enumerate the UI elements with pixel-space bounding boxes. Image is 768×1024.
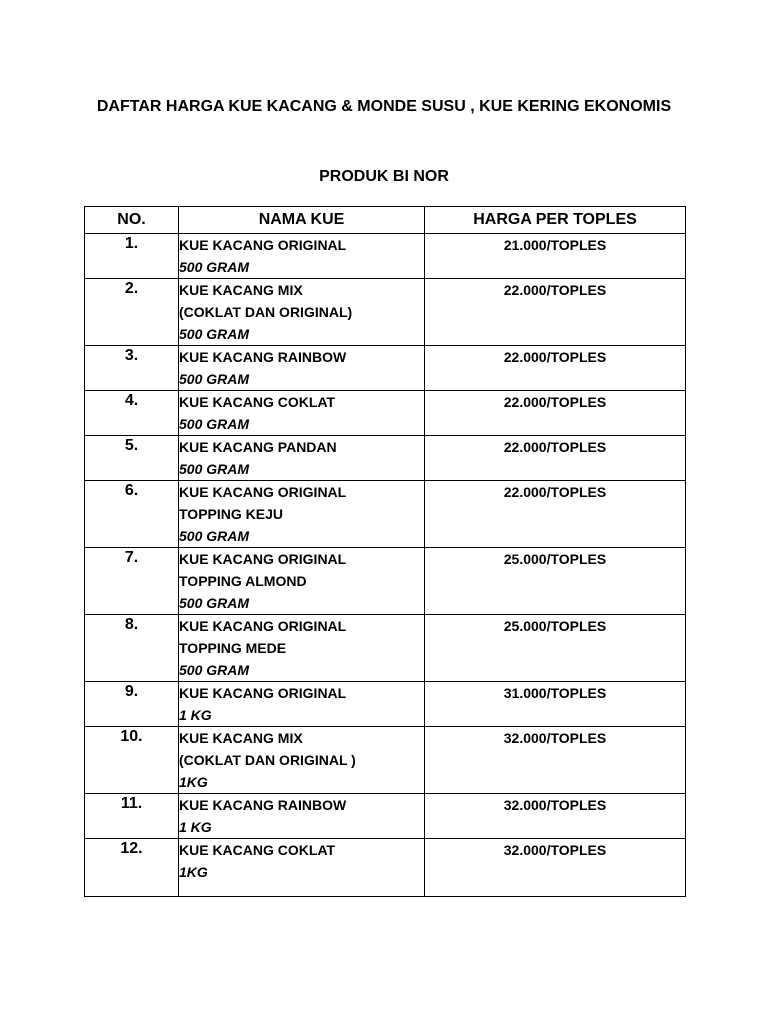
- row-number: 10.: [85, 727, 179, 794]
- product-weight: 1KG: [179, 774, 208, 790]
- product-name-line: (COKLAT DAN ORIGINAL ): [179, 752, 356, 768]
- price-per-jar: 32.000/TOPLES: [425, 727, 686, 794]
- table-row: [85, 436, 686, 481]
- table-row: [85, 481, 686, 548]
- price-per-jar: 22.000/TOPLES: [425, 436, 686, 481]
- header-no: NO.: [85, 207, 179, 234]
- table-row: [85, 391, 686, 436]
- product-name-line: KUE KACANG ORIGINAL: [179, 237, 347, 253]
- table-row: [85, 346, 686, 391]
- header-name: NAMA KUE: [179, 207, 425, 234]
- price-per-jar: 22.000/TOPLES: [425, 346, 686, 391]
- document-title: DAFTAR HARGA KUE KACANG & MONDE SUSU , KUE KERING EKONOMIS: [96, 98, 672, 115]
- product-name-cell: [179, 234, 425, 279]
- row-number: 4.: [85, 391, 179, 436]
- table-row: [85, 234, 686, 279]
- product-weight: 500 GRAM: [179, 371, 250, 387]
- product-name-cell: [179, 481, 425, 548]
- product-name-line: TOPPING KEJU: [179, 506, 283, 522]
- product-name-cell: [179, 391, 425, 436]
- product-weight: 500 GRAM: [179, 528, 250, 544]
- price-per-jar: 22.000/TOPLES: [425, 279, 686, 346]
- product-weight: 500 GRAM: [179, 416, 250, 432]
- product-name-line: KUE KACANG ORIGINAL: [179, 551, 347, 567]
- product-name-cell: [179, 682, 425, 727]
- table-row: [85, 682, 686, 727]
- row-number: 11.: [85, 794, 179, 839]
- table-row: [85, 279, 686, 346]
- product-weight: 500 GRAM: [179, 662, 250, 678]
- table-row: [85, 839, 686, 897]
- product-name-line: KUE KACANG PANDAN: [179, 439, 337, 455]
- price-table-body: [85, 234, 686, 897]
- product-name-cell: [179, 615, 425, 682]
- product-weight: 500 GRAM: [179, 595, 250, 611]
- price-per-jar: 25.000/TOPLES: [425, 615, 686, 682]
- table-header-row: [85, 207, 686, 234]
- product-weight: 1 KG: [179, 707, 212, 723]
- table-row: [85, 727, 686, 794]
- product-weight: 500 GRAM: [179, 326, 250, 342]
- price-table: [84, 206, 686, 897]
- table-row: [85, 615, 686, 682]
- product-name-line: KUE KACANG ORIGINAL: [179, 484, 347, 500]
- product-name-cell: [179, 727, 425, 794]
- table-row: [85, 794, 686, 839]
- product-name-cell: [179, 436, 425, 481]
- row-number: 7.: [85, 548, 179, 615]
- product-name-line: TOPPING MEDE: [179, 640, 287, 656]
- product-name-cell: [179, 346, 425, 391]
- row-number: 5.: [85, 436, 179, 481]
- price-per-jar: 22.000/TOPLES: [425, 481, 686, 548]
- product-name-line: (COKLAT DAN ORIGINAL): [179, 304, 353, 320]
- price-per-jar: 32.000/TOPLES: [425, 794, 686, 839]
- product-name-cell: [179, 548, 425, 615]
- product-name-cell: [179, 279, 425, 346]
- price-per-jar: 25.000/TOPLES: [425, 548, 686, 615]
- row-number: 12.: [85, 839, 179, 897]
- product-name-line: KUE KACANG COKLAT: [179, 394, 336, 410]
- row-number: 9.: [85, 682, 179, 727]
- product-weight: 500 GRAM: [179, 461, 250, 477]
- product-weight: 1KG: [179, 864, 208, 880]
- product-name-line: KUE KACANG ORIGINAL: [179, 618, 347, 634]
- row-number: 8.: [85, 615, 179, 682]
- row-number: 3.: [85, 346, 179, 391]
- product-weight: 500 GRAM: [179, 259, 250, 275]
- table-row: [85, 548, 686, 615]
- header-price: HARGA PER TOPLES: [425, 207, 686, 234]
- product-name-line: KUE KACANG COKLAT: [179, 842, 336, 858]
- row-number: 6.: [85, 481, 179, 548]
- product-weight: 1 KG: [179, 819, 212, 835]
- product-name-cell: [179, 794, 425, 839]
- price-per-jar: 21.000/TOPLES: [425, 234, 686, 279]
- row-number: 1.: [85, 234, 179, 279]
- product-name-line: TOPPING ALMOND: [179, 573, 307, 589]
- product-name-line: KUE KACANG RAINBOW: [179, 349, 347, 365]
- document-subtitle: PRODUK BI NOR: [319, 168, 449, 185]
- product-name-line: KUE KACANG RAINBOW: [179, 797, 347, 813]
- price-per-jar: 32.000/TOPLES: [425, 839, 686, 897]
- price-per-jar: 22.000/TOPLES: [425, 391, 686, 436]
- product-name-cell: [179, 839, 425, 897]
- product-name-line: KUE KACANG ORIGINAL: [179, 685, 347, 701]
- price-per-jar: 31.000/TOPLES: [425, 682, 686, 727]
- product-name-line: KUE KACANG MIX: [179, 282, 303, 298]
- row-number: 2.: [85, 279, 179, 346]
- product-name-line: KUE KACANG MIX: [179, 730, 303, 746]
